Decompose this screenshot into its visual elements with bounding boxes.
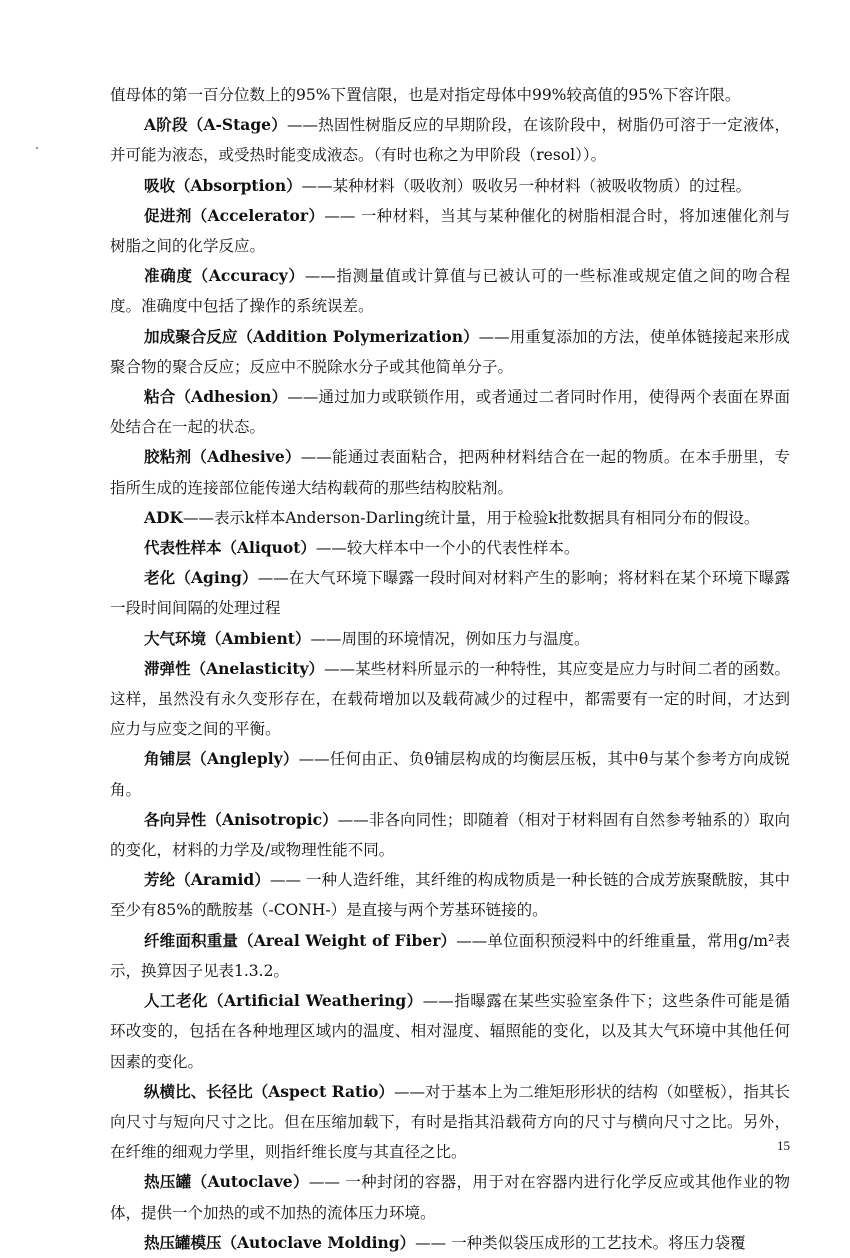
glossary-definition: ——能通过表面粘合，把两种材料结合在一起的物质。在本手册里，专指所生成的连接部位能传递大结构载荷的那些结构胶粘剂。 (110, 448, 790, 497)
glossary-term: 角铺层（Angleply） (144, 749, 299, 769)
glossary-term: 滞弹性（Anelasticity） (144, 658, 325, 678)
glossary-definition: ——较大样本中一个小的代表性样本。 (315, 539, 580, 558)
glossary-entry-absorption (110, 171, 790, 201)
glossary-definition: ——某种材料（吸收剂）吸收另一种材料（被吸收物质）的过程。 (301, 176, 752, 195)
glossary-definition: ——单位面积预浸料中的纤维重量，常用g/m²表示，换算因子见表1.3.2。 (110, 931, 790, 980)
glossary-term: 纵横比、长径比（Aspect Ratio） (144, 1081, 394, 1101)
glossary-entry-autoclave-molding (110, 1228, 790, 1258)
glossary-entry-aramid (110, 865, 790, 925)
glossary-entry-areal-weight (110, 926, 790, 986)
glossary-term: 代表性样本（Aliquot） (144, 538, 316, 558)
glossary-definition: ——热固性树脂反应的早期阶段，在该阶段中，树脂仍可溶于一定液体，并可能为液态，或受热时能变成液态。（有时也称之为甲阶段（resol））。 (110, 116, 790, 165)
glossary-definition: ——任何由正、负θ铺层构成的均衡层压板，其中θ与某个参考方向成锐角。 (110, 750, 790, 799)
glossary-definition: ——非各向同性；即随着（相对于材料固有自然参考轴系的）取向的变化，材料的力学及/或物理性能不同。 (110, 810, 790, 860)
glossary-entry-ambient (110, 624, 790, 654)
glossary-definition: ——某些材料所显示的一种特性，其应变是应力与时间二者的函数。这样，虽然没有永久变形存在，在载荷增加以及载荷减少的过程中，都需要有一定的时间，才达到应力与应变之间的平衡。 (110, 659, 790, 739)
glossary-entry-aspect-ratio (110, 1077, 790, 1168)
glossary-term: 热压罐（Autoclave） (144, 1172, 309, 1192)
glossary-term: ADK (144, 507, 183, 527)
glossary-entry-continuation (110, 80, 790, 110)
glossary-entry-a-stage (110, 110, 790, 170)
glossary-definition: —— 一种封闭的容器，用于对在容器内进行化学反应或其他作业的物体，提供一个加热的或不加热的流体压力环境。 (110, 1173, 790, 1222)
glossary-entry-accuracy (110, 261, 790, 321)
glossary-entry-artificial-weathering (110, 986, 790, 1077)
glossary-entry-aliquot (110, 533, 790, 563)
glossary-definition: —— 一种人造纤维，其纤维的构成物质是一种长链的合成芳族聚酰胺，其中至少有85%的酰胺基（-CONH-）是直接与两个芳基环链接的。 (110, 871, 790, 920)
glossary-definition: ——在大气环境下曝露一段时间对材料产生的影响；将材料在某个环境下曝露一段时间间隔的处理过程 (110, 569, 790, 618)
glossary-term: 纤维面积重量（Areal Weight of Fiber） (144, 930, 457, 950)
glossary-definition: ——通过加力或联锁作用，或者通过二者同时作用，使得两个表面在界面处结合在一起的状态。 (110, 388, 790, 437)
glossary-definition: ——表示k样本Anderson-Darling统计量，用于检验k批数据具有相同分布的假设。 (182, 508, 760, 527)
glossary-term: 芳纶（Aramid） (144, 870, 270, 890)
glossary-term: 大气环境（Ambient） (144, 628, 311, 648)
glossary-entry-addition-polymerization (110, 322, 790, 382)
glossary-entry-adhesive (110, 442, 790, 502)
glossary-definition: —— 一种类似袋压成形的工艺技术。将压力袋覆 (415, 1233, 746, 1252)
glossary-entry-angleply (110, 744, 790, 804)
glossary-entry-autoclave (110, 1167, 790, 1227)
glossary-term: 老化（Aging） (144, 568, 258, 588)
page-number: 15 (777, 1138, 790, 1153)
glossary-term: 粘合（Adhesion） (144, 387, 288, 407)
glossary-entry-anisotropic (110, 805, 790, 865)
glossary-term: 吸收（Absorption） (144, 175, 302, 195)
glossary-text (110, 80, 790, 1258)
glossary-term: 准确度（Accuracy） (144, 266, 305, 286)
glossary-entry-adk (110, 503, 790, 533)
glossary-definition: ——对于基本上为二维矩形形状的结构（如壁板），指其长向尺寸与短向尺寸之比。但在压缩加载下，有时是指其沿载荷方向的尺寸与横向尺寸之比。另外，在纤维的细观力学里，则指纤维长度与其直径之比。 (110, 1082, 790, 1162)
glossary-entry-adhesion (110, 382, 790, 442)
glossary-term: 热压罐模压（Autoclave Molding） (144, 1232, 416, 1252)
glossary-definition: ——指曝露在某些实验室条件下；这些条件可能是循环改变的，包括在各种地理区域内的温度、相对湿度、辐照能的变化，以及其大气环境中其他任何因素的变化。 (110, 992, 790, 1071)
glossary-definition: ——周围的环境情况，例如压力与温度。 (310, 629, 590, 648)
glossary-term: 人工老化（Artificial Weathering） (144, 991, 423, 1011)
glossary-term: 胶粘剂（Adhesive） (144, 447, 301, 467)
glossary-entry-accelerator (110, 201, 790, 261)
scan-speck (36, 147, 38, 149)
glossary-term: 促进剂（Accelerator） (144, 205, 325, 225)
glossary-definition: —— 一种材料，当其与某种催化的树脂相混合时，将加速催化剂与树脂之间的化学反应。 (110, 206, 790, 256)
glossary-entry-aging (110, 563, 790, 623)
glossary-definition: 值母体的第一百分位数上的95%下置信限，也是对指定母体中99%较高值的95%下容许限。 (110, 86, 741, 104)
glossary-term: 加成聚合反应（Addition Polymerization） (144, 326, 479, 346)
glossary-entry-anelasticity (110, 654, 790, 745)
glossary-term: 各向异性（Anisotropic） (144, 809, 338, 829)
glossary-term: A阶段（A-Stage） (144, 115, 287, 135)
glossary-definition: ——用重复添加的方法，使单体链接起来形成聚合物的聚合反应；反应中不脱除水分子或其他简单分子。 (110, 327, 790, 376)
glossary-definition: ——指测量值或计算值与已被认可的一些标准或规定值之间的吻合程度。准确度中包括了操作的系统误差。 (110, 267, 790, 316)
